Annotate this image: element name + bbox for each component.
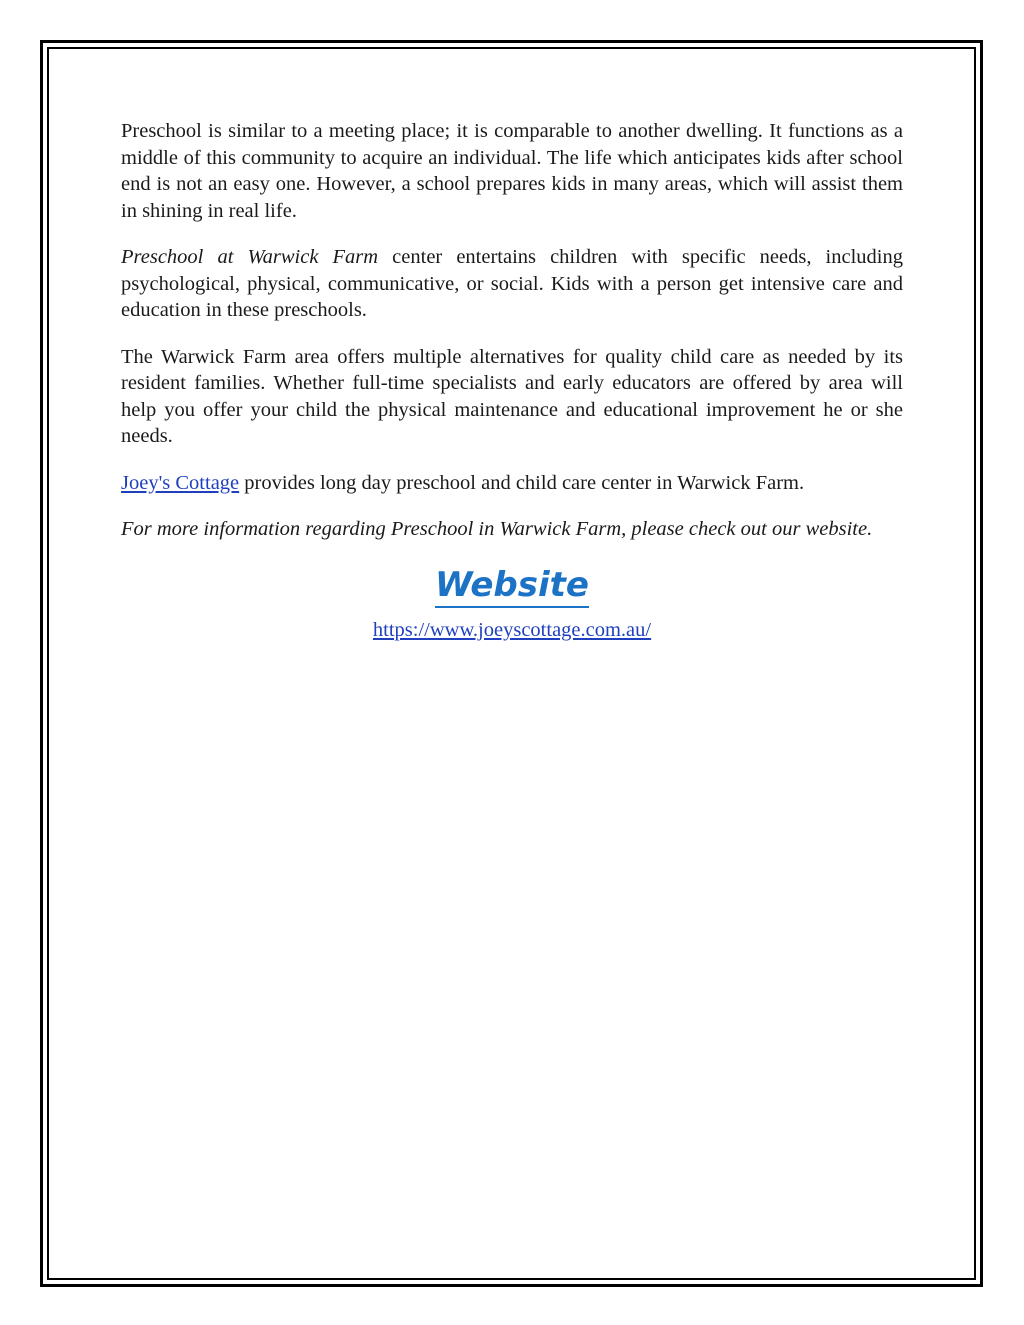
paragraph-more-info: For more information regarding Preschool in Warwick Farm, please check out our website. <box>121 518 873 540</box>
website-heading-text: Website <box>435 565 589 608</box>
paragraph-joeys-cottage <box>121 470 903 497</box>
paragraph-intro: Preschool is similar to a meeting place; it is comparable to another dwelling. It functions as a middle of this community to acquire an individual. The life which anticipates kids after school end is not an easy one. However, a school prepares kids in many areas, which will assist them in shining in real life. <box>121 120 903 222</box>
paragraph-warwick-farm-area: The Warwick Farm area offers multiple alternatives for quality child care as needed by its resident families. Whether full-time specialists and early educators are offered by area will help you offer your child the physical maintenance and educational improvement he or she needs. <box>121 345 903 447</box>
preschool-warwick-farm-phrase: Preschool at Warwick Farm <box>121 246 379 268</box>
website-url-link[interactable]: https://www.joeyscottage.com.au/ <box>372 618 652 641</box>
joeys-cottage-link[interactable]: Joey's Cottage <box>121 471 240 494</box>
paragraph-warwick-farm-center <box>121 244 903 324</box>
website-heading <box>121 563 903 607</box>
paragraph-warwick-farm-center-text: center entertains children with specific needs, including psychological, physical, communicative, or social. Kids with a person get intensive care and education in these preschools. <box>121 246 903 321</box>
website-url-line <box>121 617 903 644</box>
paragraph-joeys-cottage-text: provides long day preschool and child care center in Warwick Farm. <box>239 471 805 494</box>
document-body <box>121 118 903 643</box>
